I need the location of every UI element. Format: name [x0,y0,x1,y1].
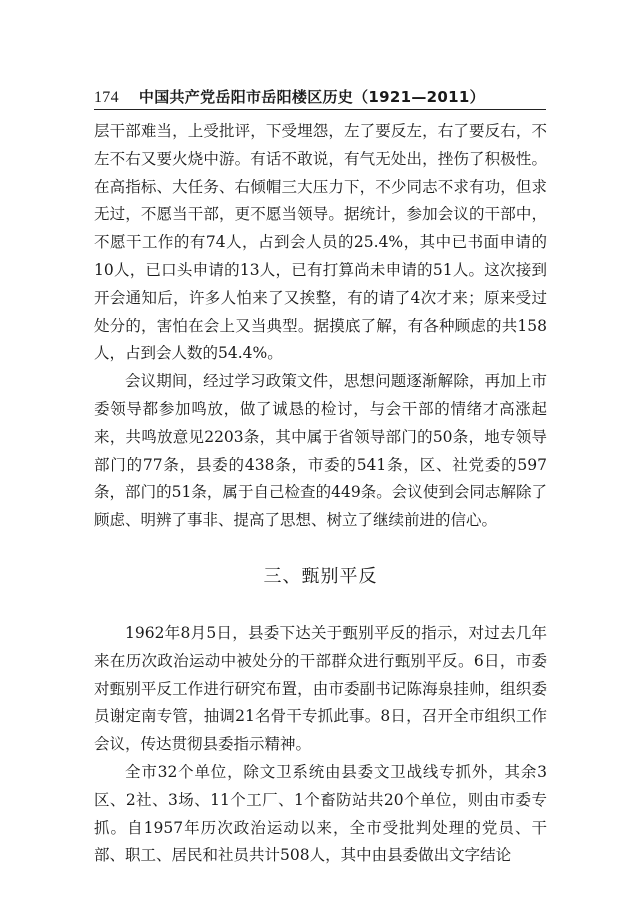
book-title: 中国共产党岳阳市岳阳楼区历史（1921—2011） [138,88,485,106]
paragraph-rehabilitation: 1962年8月5日，县委下达关于甄别平反的指示，对过去几年来在历次政治运动中被处分的干部群众进行甄别平反。6日，市委对甄别平反工作进行研究布置，由市委副书记陈海泉挂帅，组织委员谢定南专管，抽调21名骨干专抓此事。8日，召开全市组织工作会议，传达贯彻县委指示精神。 [94,623,547,754]
header-rule [94,109,546,110]
paragraph-continued: 层干部难当，上受批评，下受埋怨，左了要反左，右了要反右，不左不右又要火烧中游。有话不敢说，有气无处出，挫伤了积极性。在高指标、大任务、右倾帽三大压力下，不少同志不求有功，但求无过，不愿当干部，更不愿当领导。据统计，参加会议的干部中，不愿干工作的有74人，占到会人员的25.4%，其中已书面申请的10人，已口头申请的13人，已有打算尚未申请的51人。这次接到开会通知后，许多人怕来了又挨整，有的请了4次才来；原来受过处分的，害怕在会上又当典型。据摸底了解，有各种顾虑的共158人，占到会人数的54.4%。 [94,122,547,363]
page-number: 174 [94,89,119,106]
running-header [94,83,546,107]
body-text [94,118,547,870]
section-heading: 三、甄别平反 [263,565,378,587]
paragraph-meeting: 会议期间，经过学习政策文件，思想问题逐渐解除，再加上市委领导都参加鸣放，做了诚恳的检讨，与会干部的情绪才高涨起来，共鸣放意见2203条，其中属于省领导部门的50条，地专领导部门的77条，县委的438条，市委的541条，区、社党委的597条，部门的51条，属于自己检查的449条。会议使到会同志解除了顾虑、明辨了事非、提高了思想、树立了继续前进的信心。 [94,372,547,530]
paragraph-units: 全市32个单位，除文卫系统由县委文卫战线专抓外，其余3区、2社、3场、11个工厂、1个畜防站共20个单位，则由市委专抓。自1957年历次政治运动以来，全市受批判处理的党员、干部、职工、居民和社员共计508人，其中由县委做出文字结论 [94,762,547,865]
